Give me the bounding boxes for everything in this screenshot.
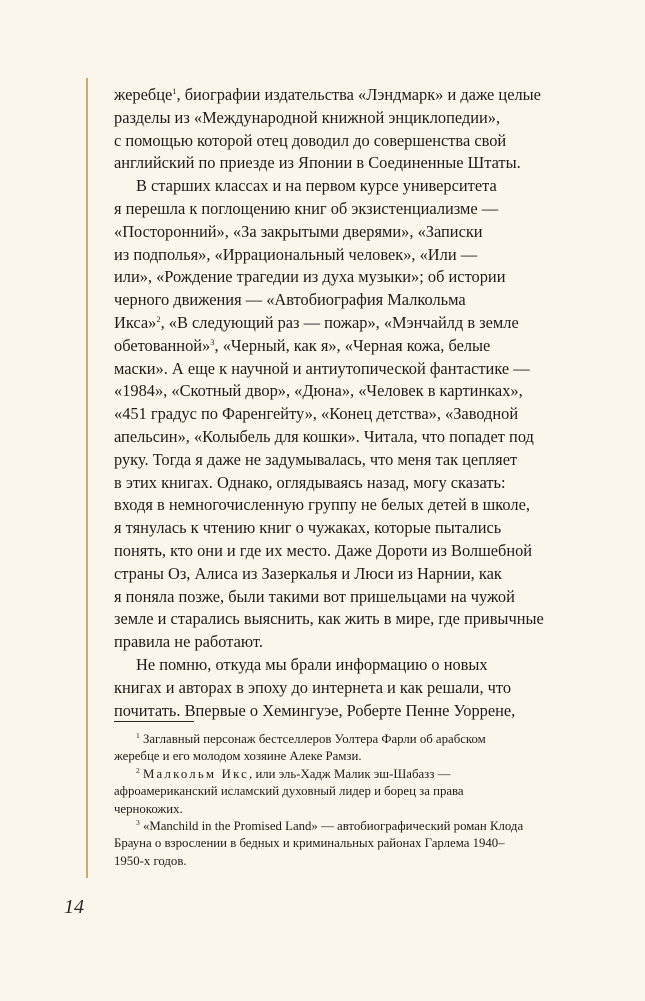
text-line: жеребце$^1$, биографии издательства «Лэндмарк» и даже целые — [114, 85, 541, 104]
footnote-line: чернокожих. — [114, 801, 183, 816]
footnote-line: жеребце и его молодом хозяине Алеке Рамзи. — [114, 749, 362, 764]
spaced-name: Малкольм Икс — [142, 766, 250, 781]
body-text — [114, 84, 550, 722]
page-number: 14 — [64, 896, 84, 918]
text-line: маски». А еще к научной и антиутопической фантастике — — [114, 358, 530, 378]
text-line: В старших классах и на первом курсе университета — [136, 176, 497, 196]
text-line: апельсин», «Колыбель для кошки». Читала, что попадет под — [114, 426, 534, 446]
text-line: понять, кто они и где их место. Даже Дороти из Волшебной — [114, 540, 533, 560]
footnote-number: 1 — [136, 731, 140, 740]
text-line: правила не работают. — [114, 632, 263, 652]
text-line: книгах и авторах в эпоху до интернета и как решали, что — [114, 677, 512, 697]
text-line: я поняла позже, были такими вот пришельцами на чужой — [114, 586, 515, 606]
text-line: черного движения — «Автобиография Малкольма — [114, 290, 466, 310]
footnote-line: 1950-х годов. — [114, 853, 187, 868]
footnote-number: 3 — [136, 817, 140, 827]
text-line: Икса»$^2$, «В следующий раз — пожар», «Мэнчайлд в земле — [114, 312, 519, 332]
text-line: разделы из «Международной книжной энциклопедии», — [114, 107, 501, 127]
text-line: руку. Тогда я даже не задумывалась, что меня так цепляет — [114, 449, 518, 469]
footnote-2: $^2$ Малкольм Икс, или эль-Хадж Малик эш-Шабазз — — [136, 765, 451, 781]
text-line: «Посторонний», «За закрытыми дверями», «Записки — [114, 221, 483, 241]
footnote-ref-2[interactable]: 2 — [156, 313, 161, 324]
text-line: Не помню, откуда мы брали информацию о новых — [136, 654, 488, 674]
text-line: английский по приезде из Японии в Соединенные Штаты. — [114, 153, 521, 173]
footnote-ref-1[interactable]: 1 — [172, 86, 177, 96]
footnotes — [114, 731, 550, 870]
text-line: «1984», «Скотный двор», «Дюна», «Человек в картинках», — [114, 381, 523, 401]
footnote-divider — [114, 721, 194, 722]
text-line: «451 градус по Фаренгейту», «Конец детства», «Заводной — [114, 404, 519, 424]
footnote-line: Брауна о взрослении в бедных и криминальных районах Гарлема 1940– — [114, 836, 505, 851]
text-line: страны Оз, Алиса из Зазеркалья и Люси из Нарнии, как — [114, 563, 502, 583]
text-line: почитать. Впервые о Хемингуэе, Роберте Пенне Уоррене, — [114, 700, 516, 720]
text-line: в этих книгах. Однако, оглядываясь назад, могу сказать: — [114, 472, 506, 492]
text-line: из подполья», «Иррациональный человек», «Или — — [114, 244, 478, 264]
footnote-3: $^3$ «Manchild in the Promised Land» — автобиографический роман Клода — [136, 817, 524, 833]
footnote-ref-3[interactable]: 3 — [210, 336, 215, 347]
text-line: входя в немногочисленную группу не белых детей в школе, — [114, 495, 530, 515]
text-line: я перешла к поглощению книг об экзистенциализме — — [114, 198, 499, 218]
footnote-line: афроамериканский исламский духовный лидер и борец за права — [114, 784, 464, 799]
footnote-number: 2 — [136, 765, 140, 775]
text-line: обетованной»$^3$, «Черный, как я», «Черная кожа, белые — [114, 335, 491, 355]
text-line: земле и старались выяснить, как жить в мире, где привычные — [114, 609, 544, 629]
footnote-1: $^1$ Заглавный персонаж бестселлеров Уолтера Фарли об арабском — [136, 731, 486, 746]
text-line: я тянулась к чтению книг о чужаках, которые пытались — [114, 518, 502, 538]
text-line: с помощью которой отец доводил до совершенства свой — [114, 130, 507, 150]
margin-rule — [86, 78, 88, 878]
text-line: или», «Рождение трагедии из духа музыки»; об истории — [114, 267, 506, 287]
